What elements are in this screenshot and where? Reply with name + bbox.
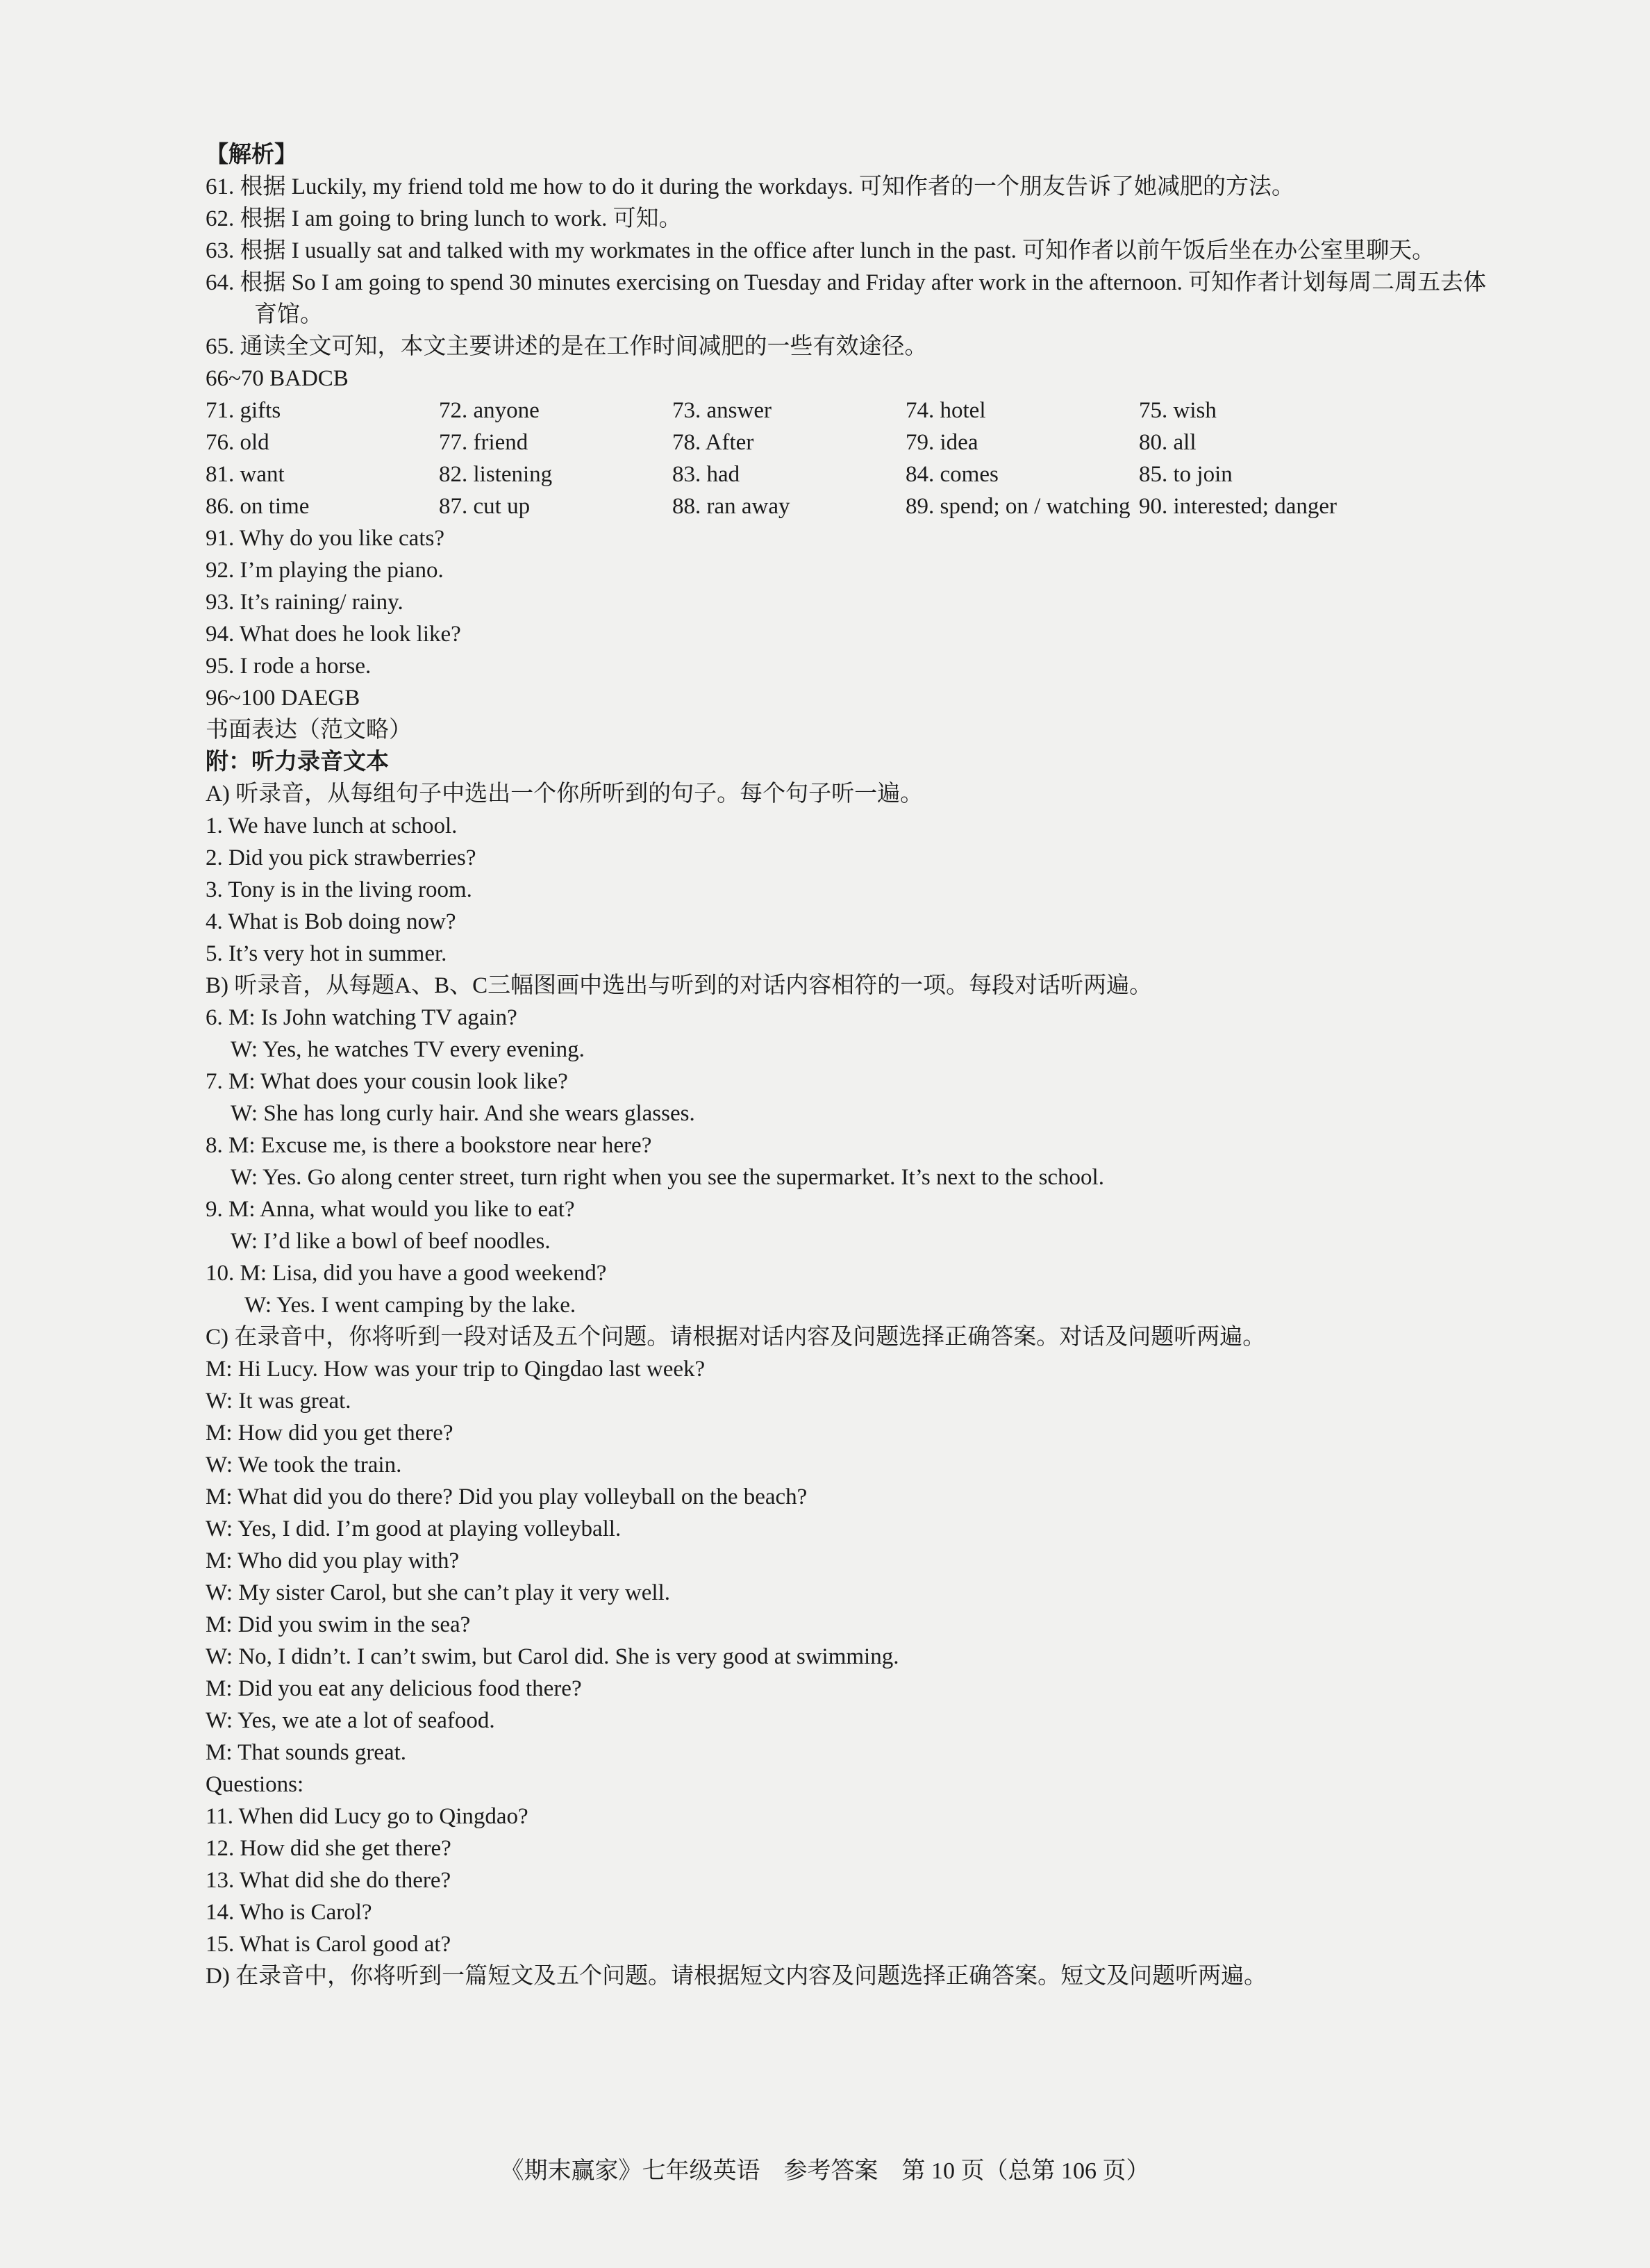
answers-91-95 bbox=[206, 522, 1497, 682]
analysis-item bbox=[206, 235, 1497, 267]
grid-cell: 89. spend; on / watching bbox=[906, 494, 1131, 519]
question-item: 13. What did she do there? bbox=[206, 1868, 451, 1893]
dialog-m-line: 6. M: Is John watching TV again? bbox=[206, 1005, 517, 1030]
dialog-line: M: Hi Lucy. How was your trip to Qingdao last week? bbox=[206, 1357, 706, 1382]
question-item: 12. How did she get there? bbox=[206, 1836, 451, 1861]
answer-line: 93. It’s raining/ rainy. bbox=[206, 590, 403, 615]
section-d bbox=[206, 1960, 1497, 1992]
dialog-line: M: That sounds great. bbox=[206, 1740, 407, 1765]
answers-66-70: 66~70 BADCB bbox=[206, 366, 349, 391]
grid-cell: 75. wish bbox=[1139, 398, 1217, 423]
dialog-line: M: Did you eat any delicious food there? bbox=[206, 1676, 582, 1701]
grid-cell: 71. gifts bbox=[206, 398, 281, 423]
grid-cell: 82. listening bbox=[439, 462, 553, 487]
item-number: 63. bbox=[206, 238, 235, 263]
questions-label: Questions: bbox=[206, 1772, 304, 1797]
item-number: 65. bbox=[206, 334, 235, 359]
item-text: 通读全文可知，本文主要讲述的是在工作时间减肥的一些有效途径。 bbox=[240, 334, 928, 359]
dialog-line: M: Who did you play with? bbox=[206, 1548, 460, 1573]
dialog-line: W: We took the train. bbox=[206, 1452, 402, 1477]
dialog-m-line: 9. M: Anna, what would you like to eat? bbox=[206, 1197, 575, 1222]
analysis-header: 【解析】 bbox=[206, 142, 297, 167]
dialog-line: W: It was great. bbox=[206, 1389, 351, 1414]
item-number: 64. bbox=[206, 270, 235, 295]
grid-cell: 79. idea bbox=[906, 430, 978, 455]
analysis-item bbox=[206, 171, 1497, 203]
dialog-line: M: How did you get there? bbox=[206, 1421, 453, 1446]
grid-cell: 84. comes bbox=[906, 462, 999, 487]
analysis-item bbox=[206, 203, 1497, 235]
grid-cell: 85. to join bbox=[1139, 462, 1233, 487]
grid-cell: 76. old bbox=[206, 430, 269, 455]
answers-96-100: 96~100 DAEGB bbox=[206, 686, 360, 711]
grid-cell: 74. hotel bbox=[906, 398, 986, 423]
grid-cell: 88. ran away bbox=[672, 494, 790, 519]
answer-line: 95. I rode a horse. bbox=[206, 654, 372, 679]
section-b bbox=[206, 970, 1497, 1321]
section-a bbox=[206, 778, 1497, 970]
grid-cell: 73. answer bbox=[672, 398, 772, 423]
dialog-w-line: W: Yes. Go along center street, turn right when you see the supermarket. It’s next to the school. bbox=[231, 1165, 1104, 1190]
dialog-line: W: Yes, we ate a lot of seafood. bbox=[206, 1708, 495, 1733]
item-number: 62. bbox=[206, 206, 235, 231]
answers-grid bbox=[206, 395, 1497, 522]
grid-cell: 80. all bbox=[1139, 430, 1197, 455]
section-d-title: D) 在录音中，你将听到一篇短文及五个问题。请根据短文内容及问题选择正确答案。短文及问题听两遍。 bbox=[206, 1964, 1267, 1989]
page-footer: 《期末赢家》七年级英语 参考答案 第 10 页（总第 106 页） bbox=[500, 2158, 1150, 2184]
section-c-title: C) 在录音中，你将听到一段对话及五个问题。请根据对话内容及问题选择正确答案。对话及问题听两遍。 bbox=[206, 1325, 1266, 1350]
analysis-item bbox=[206, 331, 1497, 363]
sentence-item: 4. What is Bob doing now? bbox=[206, 909, 456, 934]
grid-cell: 78. After bbox=[672, 430, 754, 455]
grid-cell: 86. on time bbox=[206, 494, 310, 519]
sentence-item: 5. It’s very hot in summer. bbox=[206, 941, 447, 966]
item-text: 根据 I am going to bring lunch to work. 可知。 bbox=[240, 206, 682, 231]
dialog-line: M: Did you swim in the sea? bbox=[206, 1612, 471, 1637]
dialog-m-line: 10. M: Lisa, did you have a good weekend? bbox=[206, 1261, 607, 1286]
answer-line: 91. Why do you like cats? bbox=[206, 526, 444, 551]
answer-line: 94. What does he look like? bbox=[206, 622, 461, 647]
dialog-line: W: No, I didn’t. I can’t swim, but Carol did. She is very good at swimming. bbox=[206, 1644, 899, 1669]
dialog-m-line: 7. M: What does your cousin look like? bbox=[206, 1069, 568, 1094]
question-item: 11. When did Lucy go to Qingdao? bbox=[206, 1804, 528, 1829]
dialog-w-line: W: I’d like a bowl of beef noodles. bbox=[231, 1229, 551, 1254]
grid-cell: 90. interested; danger bbox=[1139, 494, 1337, 519]
analysis-item bbox=[206, 267, 1497, 331]
section-c bbox=[206, 1321, 1497, 1960]
appendix-title: 附：听力录音文本 bbox=[206, 750, 389, 775]
dialog-w-line: W: Yes. I went camping by the lake. bbox=[244, 1293, 576, 1318]
item-text: 根据 I usually sat and talked with my workmates in the office after lunch in the past. 可知作者以前午饭后坐在办公室里聊天。 bbox=[240, 238, 1435, 263]
dialog-m-line: 8. M: Excuse me, is there a bookstore near here? bbox=[206, 1133, 652, 1158]
section-b-title: B) 听录音，从每题A、B、C三幅图画中选出与听到的对话内容相符的一项。每段对话听两遍。 bbox=[206, 973, 1153, 998]
dialog-w-line: W: Yes, he watches TV every evening. bbox=[231, 1037, 585, 1062]
grid-cell: 77. friend bbox=[439, 430, 528, 455]
grid-cell: 87. cut up bbox=[439, 494, 531, 519]
grid-cell: 72. anyone bbox=[439, 398, 540, 423]
dialog-w-line: W: She has long curly hair. And she wears glasses. bbox=[231, 1101, 695, 1126]
sentence-item: 3. Tony is in the living room. bbox=[206, 877, 472, 902]
sentence-item: 1. We have lunch at school. bbox=[206, 813, 458, 838]
item-text: 根据 Luckily, my friend told me how to do it during the workdays. 可知作者的一个朋友告诉了她减肥的方法。 bbox=[240, 174, 1294, 199]
item-number: 61. bbox=[206, 174, 235, 199]
section-a-title: A) 听录音，从每组句子中选出一个你所听到的句子。每个句子听一遍。 bbox=[206, 781, 924, 806]
question-item: 14. Who is Carol? bbox=[206, 1900, 372, 1925]
writing-note: 书面表达（范文略） bbox=[206, 718, 412, 743]
grid-cell: 81. want bbox=[206, 462, 285, 487]
dialog-line: W: My sister Carol, but she can’t play it very well. bbox=[206, 1580, 671, 1605]
dialog-line: W: Yes, I did. I’m good at playing volleyball. bbox=[206, 1516, 622, 1541]
item-text: 根据 So I am going to spend 30 minutes exercising on Tuesday and Friday after work in the afternoon. 可知作者计划每周二周五去体育馆。 bbox=[240, 270, 1487, 327]
dialog-line: M: What did you do there? Did you play volleyball on the beach? bbox=[206, 1484, 808, 1509]
grid-cell: 83. had bbox=[672, 462, 740, 487]
question-item: 15. What is Carol good at? bbox=[206, 1932, 451, 1957]
page-content bbox=[206, 139, 1497, 1992]
sentence-item: 2. Did you pick strawberries? bbox=[206, 845, 476, 870]
answer-line: 92. I’m playing the piano. bbox=[206, 558, 444, 583]
analysis-list bbox=[206, 171, 1497, 363]
